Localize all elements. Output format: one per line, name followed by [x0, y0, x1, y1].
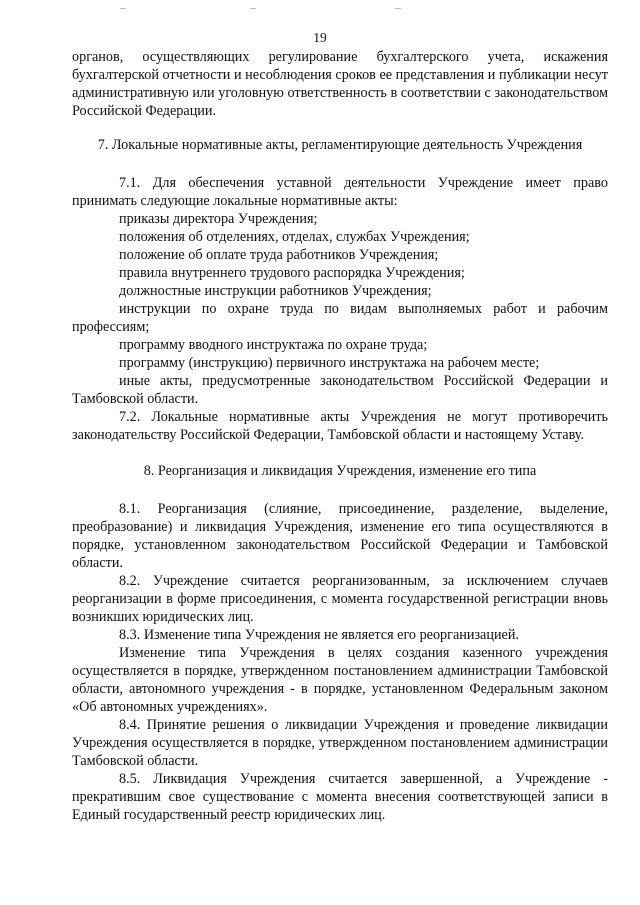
list-item: положение об оплате труда работников Учреждения; [119, 247, 439, 263]
paragraph-8-5: 8.5. Ликвидация Учреждения считается завершенной, а Учреждение - прекратившим свое существование с момента внесения соответствующей записи в Единый государственный реестр юридических лиц. [72, 771, 608, 823]
paragraph-7-2: 7.2. Локальные нормативные акты Учреждения не могут противоречить законодательству Российской Федерации, Тамбовской области и настоящему Уставу. [72, 409, 608, 443]
list-item: иные акты, предусмотренные законодательством Российской Федерации и Тамбовской области. [72, 373, 608, 407]
list-item: правила внутреннего трудового распорядка Учреждения; [119, 265, 465, 281]
list-item: положения об отделениях, отделах, службах Учреждения; [119, 229, 470, 245]
section-7-heading: 7. Локальные нормативные акты, регламентирующие деятельность Учреждения [97, 137, 583, 153]
list-item: инструкции по охране труда по видам выполняемых работ и рабочим профессиям; [72, 301, 608, 335]
scan-artifact [395, 8, 401, 9]
paragraph-8-2: 8.2. Учреждение считается реорганизованным, за исключением случаев реорганизации в форме присоединения, с момента государственной регистрации вновь возникших юридических лиц. [72, 573, 608, 625]
paragraph-8-3: 8.3. Изменение типа Учреждения не является его реорганизацией. [119, 627, 519, 643]
scan-artifact [250, 8, 256, 9]
paragraph-8-1: 8.1. Реорганизация (слияние, присоединение, разделение, выделение, преобразование) и ликвидация Учреждения, изменение его типа осуществляются в порядке, установленном законодательством Российской Федерации и Тамбовской области. [72, 501, 608, 571]
scan-artifact [120, 8, 126, 9]
paragraph-8-4: 8.4. Принятие решения о ликвидации Учреждения и проведение ликвидации Учреждения осуществляется в порядке, утвержденном постановлением администрации Тамбовской области. [72, 717, 608, 769]
page-number: 19 [313, 30, 327, 45]
list-item: программу вводного инструктажа по охране труда; [119, 337, 428, 353]
paragraph-8-3-cont: Изменение типа Учреждения в целях создания казенного учреждения осуществляется в порядке, утвержденном постановлением администрации Тамбовской области, автономного учреждения - в порядке, установленном Федеральным законом «Об автономных учреждениях». [72, 645, 608, 715]
list-item: должностные инструкции работников Учреждения; [119, 283, 432, 299]
intro-paragraph: органов, осуществляющих регулирование бухгалтерского учета, искажения бухгалтерской отчетности и несоблюдения сроков ее представления и публикации несут административную или уголовную ответственность в соответствии с законодательством Российской Федерации. [72, 49, 608, 119]
section-8-heading: 8. Реорганизация и ликвидация Учреждения, изменение его типа [143, 463, 537, 479]
document-body [72, 48, 608, 824]
list-item: программу (инструкцию) первичного инструктажа на рабочем месте; [119, 355, 540, 371]
list-item: приказы директора Учреждения; [119, 211, 318, 227]
paragraph-7-1: 7.1. Для обеспечения уставной деятельности Учреждение имеет право принимать следующие локальные нормативные акты: [72, 175, 608, 209]
